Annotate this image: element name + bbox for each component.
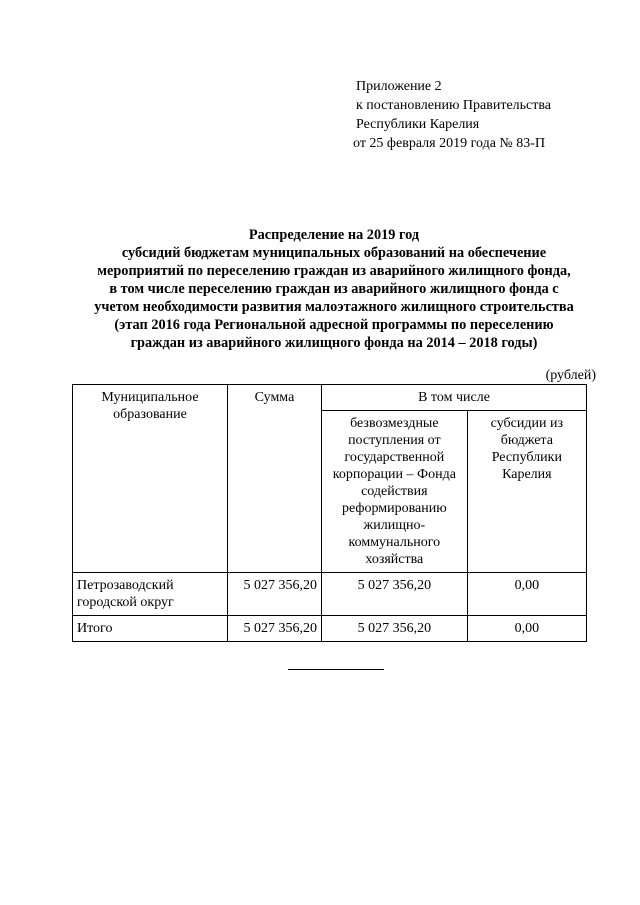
cell-republic: 0,00: [467, 573, 586, 616]
header-fund: безвозмездные поступления от государственной корпорации – Фонда содействия реформированию жилищно-коммунального хозяйства: [322, 411, 468, 573]
distribution-table: [72, 384, 587, 642]
end-separator: [288, 669, 384, 670]
annex-line: Приложение 2: [356, 79, 442, 94]
title-line: мероприятий по переселению граждан из аварийного жилищного фонда,: [97, 263, 571, 279]
table-total-row: [73, 616, 587, 642]
cell-municipality: Петрозаводский городской округ: [73, 573, 228, 616]
cell-fund: 5 027 356,20: [322, 573, 468, 616]
title-line: учетом необходимости развития малоэтажного жилищного строительства: [94, 299, 574, 315]
cell-sum: 5 027 356,20: [227, 616, 321, 642]
units-label: (рублей): [545, 368, 596, 383]
cell-municipality: Итого: [73, 616, 228, 642]
table-header-row: [73, 385, 587, 411]
title-line: в том числе переселению граждан из аварийного жилищного фонда с: [109, 281, 559, 297]
header-including: В том числе: [322, 385, 587, 411]
annex-date-line: от 25 февраля 2019 года № 83-П: [353, 136, 546, 151]
annex-line: Республики Карелия: [356, 117, 480, 132]
title-line: субсидий бюджетам муниципальных образований на обеспечение: [121, 245, 547, 261]
cell-republic: 0,00: [467, 616, 586, 642]
title-line: Распределение на 2019 год: [248, 227, 420, 243]
document-title: [60, 226, 608, 352]
header-municipality: Муниципальное образование: [73, 385, 228, 573]
header-republic: субсидии из бюджета Республики Карелия: [467, 411, 586, 573]
annex-block: [353, 77, 552, 153]
title-line: граждан из аварийного жилищного фонда на 2014 – 2018 годы): [130, 335, 538, 351]
cell-sum: 5 027 356,20: [227, 573, 321, 616]
table-row: [73, 573, 587, 616]
annex-line: к постановлению Правительства: [356, 98, 552, 113]
cell-fund: 5 027 356,20: [322, 616, 468, 642]
header-sum: Сумма: [227, 385, 321, 573]
title-line: (этап 2016 года Региональной адресной программы по переселению: [114, 317, 554, 333]
